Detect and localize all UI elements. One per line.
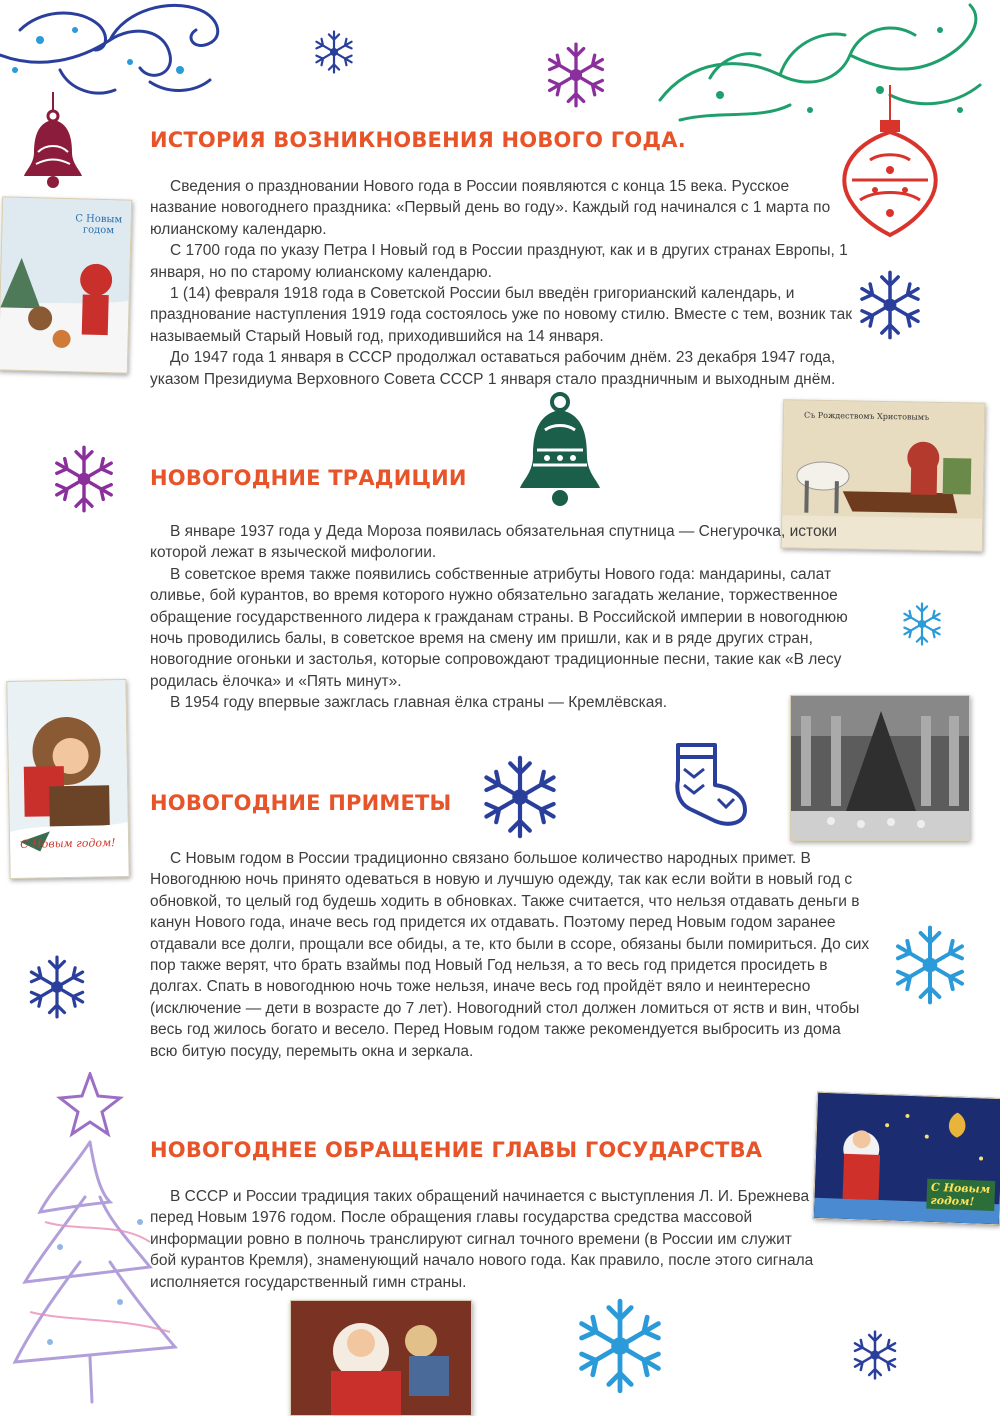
snowflake-icon [900,602,944,646]
bell-icon [515,390,605,508]
section-title-address: НОВОГОДНЕЕ ОБРАЩЕНИЕ ГЛАВЫ ГОСУДАРСТВА [150,1138,763,1162]
snowflake-icon [543,42,609,108]
section-body-history [150,176,858,390]
postcard-image-5 [813,1092,1000,1225]
paragraph: В 1954 году впервые зажглась главная ёлка страны — Кремлёвская. [170,694,668,712]
snowflake-icon [25,955,89,1019]
postcard-image-4 [6,679,129,879]
snowflake-icon [572,1298,668,1394]
paragraph: 1 (14) февраля 1918 года в Советской России был введён григорианский календарь, и празднование наступления 1919 года состоялось уже по новому стилю. Вместе с тем, возник так называемый Старый Новый год, приходившийся на 14 января. [150,285,852,345]
paragraph: С Новым годом в России традиционно связано большое количество народных примет. В Новогоднюю ночь принято одеваться в новую и лучшую одежду, так как если войти в новый год с обновкой, то целый год будешь ходить в обновках. Также считается, что нельзя отдавать деньги в канун Нового года, иначе весь год придется их отдавать. Поэтому перед Новым годом заранее отдавали все долги, прощали все обиды, а те, кто были в ссоре, обязаны были помириться. До сих пор также верят, что брать взаймы под Новый Год нельзя, а то весь год придется просидеть в долгах. Спать в новогоднюю ночь тоже нельзя, иначе весь год пройдёт вяло и неинтересно (исключение — дети в возрасте до 7 лет). Новогодний стол должен ломиться от яств и вин, чтобы весь год жилось богато и весело. Перед Новым годом также рекомендуется выбросить из дома всю битую посуду, перемыть окна и зеркала. [150,850,870,1060]
postcard-caption: С Новым годом [75,213,123,237]
paragraph: До 1947 года 1 января в СССР продолжал оставаться рабочим днём. 23 декабря 1947 года, указом Президиума Верховного Совета СССР 1 января стало праздничным и выходным днём. [150,349,836,388]
postcard-image-1 [0,196,132,373]
paragraph: В январе 1937 года у Деда Мороза появилась обязательная спутница — Снегурочка, истоки которой лежат в языческой мифологии. [150,523,837,562]
postcard-caption: С Новым годом! [20,836,116,851]
section-body-address [150,1186,822,1293]
stocking-icon [660,735,755,830]
snowflake-icon [312,30,356,74]
bell-ornament [18,92,88,192]
postcard-caption: С Новым годом! [926,1179,995,1211]
section-title-history: ИСТОРИЯ ВОЗНИКНОВЕНИЯ НОВОГО ГОДА. [150,128,686,152]
section-body-traditions [150,521,870,714]
snowflake-icon [855,270,925,340]
snowflake-icon [478,755,562,839]
star-icon [60,1074,120,1134]
snowflake-icon [50,445,118,513]
section-title-traditions: НОВОГОДНИЕ ТРАДИЦИИ [150,466,467,490]
postcard-caption: Съ Рождествомъ Христовымъ [803,410,930,422]
snowflake-icon [890,925,970,1005]
paragraph: В советское время также появились собственные атрибуты Нового года: мандарины, салат оливье, бой курантов, во время которого нужно обязательно загадать желание, торжественное обращение государственного лидера к гражданам страны. В Российской империи в новогоднюю ночь проводились балы, в советское время на смену им пришли, как и в ряде других стран, новогодние огоньки и застолья, которые сопровождают традиционные песни, такие как «В лесу родилась ёлочка» и «Пять минут». [150,565,848,690]
paragraph: С 1700 года по указу Петра I Новый год в России празднуют, как и в других странах Европы, 1 января, но по старому юлианскому календарю. [150,242,848,281]
section-body-omens [150,848,872,1062]
paragraph: В СССР и России традиция таких обращений начинается с выступления Л. И. Брежнева перед Новым 1976 годом. После обращения главы государства средства массовой информации ровно в полночь транслируют сигнал точного времени (в России им служит бой курантов Кремля), знаменующий начало нового года. Как правило, после этого сигнала исполняется государственный гимн страны. [150,1188,814,1291]
paragraph: Сведения о праздновании Нового года в России появляются с конца 15 века. Русское название новогоднего праздника: «Первый день во году». Каждый год начинался с 1 марта по юлианскому календарю. [150,178,831,238]
postcard-image-6 [290,1300,472,1416]
postcard-image-3 [790,695,970,841]
section-title-omens: НОВОГОДНИЕ ПРИМЕТЫ [150,791,452,815]
snowflake-icon [850,1330,900,1380]
